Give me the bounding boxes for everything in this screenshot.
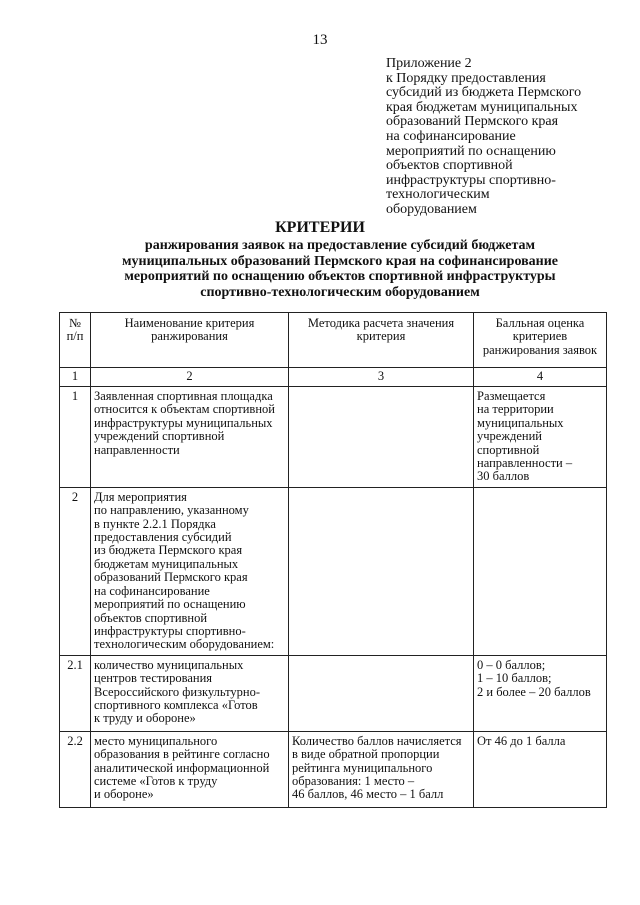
row-method (289, 731, 474, 807)
cell-line: в виде обратной пропорции (292, 747, 440, 762)
row-criterion (91, 487, 289, 655)
appendix-line: мероприятий по оснащению (386, 143, 556, 159)
cell-line: количество муниципальных (94, 657, 244, 672)
cell-line: Для мероприятия (94, 489, 187, 504)
column-number: 3 (289, 368, 474, 387)
subtitle-line: спортивно-технологическим оборудованием (200, 284, 480, 300)
row-criterion (91, 731, 289, 807)
cell-line: мероприятий по оснащению (94, 597, 246, 612)
appendix-line: образований Пермского края (386, 114, 559, 130)
subtitle-line: мероприятий по оснащению объектов спортивной инфраструктуры (124, 269, 556, 284)
cell-line: учреждений спортивной (94, 429, 225, 444)
cell-line: рейтинга муниципального (292, 760, 433, 775)
cell-line: 0 – 0 баллов; (477, 657, 546, 672)
header-name (91, 313, 289, 368)
cell-line: муниципальных (477, 415, 564, 430)
appendix-line: инфраструктуры спортивно- (386, 172, 556, 188)
cell-line: относится к объектам спортивной (94, 402, 275, 417)
criteria-table (59, 312, 607, 808)
row-criterion (91, 655, 289, 731)
cell-line: по направлению, указанному (94, 503, 249, 518)
cell-line: объектов спортивной (94, 610, 208, 625)
cell-line: 1 – 10 баллов; (477, 671, 552, 686)
table-row (60, 731, 607, 807)
row-score (474, 655, 607, 731)
header-num (60, 313, 91, 368)
cell-line: Количество баллов начисляется (292, 733, 462, 748)
cell-line: Всероссийского физкультурно- (94, 684, 260, 699)
cell-line: образования в рейтинге согласно (94, 747, 270, 762)
cell-line: к труду и обороне» (94, 711, 196, 726)
cell-line: ранжирования заявок (482, 342, 598, 357)
row-method (289, 655, 474, 731)
appendix-line: оборудованием (386, 201, 477, 217)
row-score (474, 731, 607, 807)
column-number: 4 (474, 368, 607, 387)
column-number: 2 (91, 368, 289, 387)
cell-line: п/п (66, 329, 84, 344)
column-numbers-row (60, 368, 607, 387)
cell-line: № (69, 316, 81, 330)
cell-line: образования: 1 место – (292, 773, 415, 788)
subtitle-line: ранжирования заявок на предоставление субсидий бюджетам (144, 238, 536, 253)
cell-line: Заявленная спортивная площадка (94, 389, 273, 403)
cell-line: спортивного комплекса «Готов (94, 697, 258, 712)
document-title: КРИТЕРИИ (275, 219, 365, 236)
cell-line: предоставления субсидий (94, 530, 232, 545)
cell-line: место муниципального (94, 733, 218, 748)
header-method (289, 313, 474, 368)
subtitle-line: муниципальных образований Пермского края на софинансирование (121, 253, 559, 269)
cell-line: из бюджета Пермского края (94, 543, 243, 558)
row-num: 2.2 (60, 731, 91, 807)
appendix-line: края бюджетам муниципальных (386, 99, 578, 115)
table-header-row (60, 313, 607, 368)
appendix-note (386, 57, 636, 218)
cell-line: направленности – (477, 456, 573, 471)
cell-line: инфраструктуры муниципальных (94, 415, 273, 430)
row-score (474, 487, 607, 655)
table-row (60, 487, 607, 655)
table-row (60, 655, 607, 731)
cell-line: на софинансирование (94, 583, 210, 598)
cell-line: От 46 до 1 балла (477, 733, 566, 748)
table-row (60, 387, 607, 488)
cell-line: образований Пермского края (94, 570, 248, 585)
cell-line: системе «Готов к труду (94, 773, 218, 788)
cell-line: 30 баллов (477, 469, 530, 484)
appendix-line: к Порядку предоставления (386, 70, 546, 86)
cell-line: направленности (94, 442, 180, 457)
row-num: 1 (60, 387, 91, 488)
row-num: 2.1 (60, 655, 91, 731)
cell-line: Методика расчета значения (307, 316, 455, 330)
cell-line: и обороне» (94, 787, 154, 802)
cell-line: на территории (477, 402, 554, 417)
appendix-line: Приложение 2 (386, 56, 472, 71)
cell-line: 46 баллов, 46 место – 1 балл (292, 787, 444, 802)
row-score (474, 387, 607, 488)
row-num: 2 (60, 487, 91, 655)
cell-line: критерия (356, 329, 406, 344)
cell-line: в пункте 2.2.1 Порядка (94, 516, 216, 531)
appendix-line: технологическим (386, 187, 490, 203)
appendix-line: субсидий из бюджета Пермского (386, 85, 582, 101)
cell-line: Балльная оценка (495, 316, 585, 330)
cell-line: Размещается (477, 389, 546, 403)
header-score (474, 313, 607, 368)
cell-line: ранжирования (151, 329, 228, 344)
cell-line: 2 и более – 20 баллов (477, 684, 591, 699)
cell-line: технологическим оборудованием: (94, 637, 275, 652)
cell-line: учреждений (477, 429, 542, 444)
cell-line: центров тестирования (94, 671, 213, 686)
cell-line: Наименование критерия (124, 316, 255, 330)
row-criterion (91, 387, 289, 488)
page-number: 13 (312, 32, 328, 48)
row-method (289, 487, 474, 655)
document-subtitle (100, 238, 580, 300)
cell-line: аналитической информационной (94, 760, 270, 775)
appendix-line: объектов спортивной (386, 158, 513, 174)
cell-line: спортивной (477, 442, 540, 457)
appendix-line: на софинансирование (386, 128, 516, 144)
column-number: 1 (60, 368, 91, 387)
cell-line: инфраструктуры спортивно- (94, 623, 246, 638)
cell-line: бюджетам муниципальных (94, 556, 239, 571)
row-method (289, 387, 474, 488)
cell-line: критериев (512, 329, 568, 344)
